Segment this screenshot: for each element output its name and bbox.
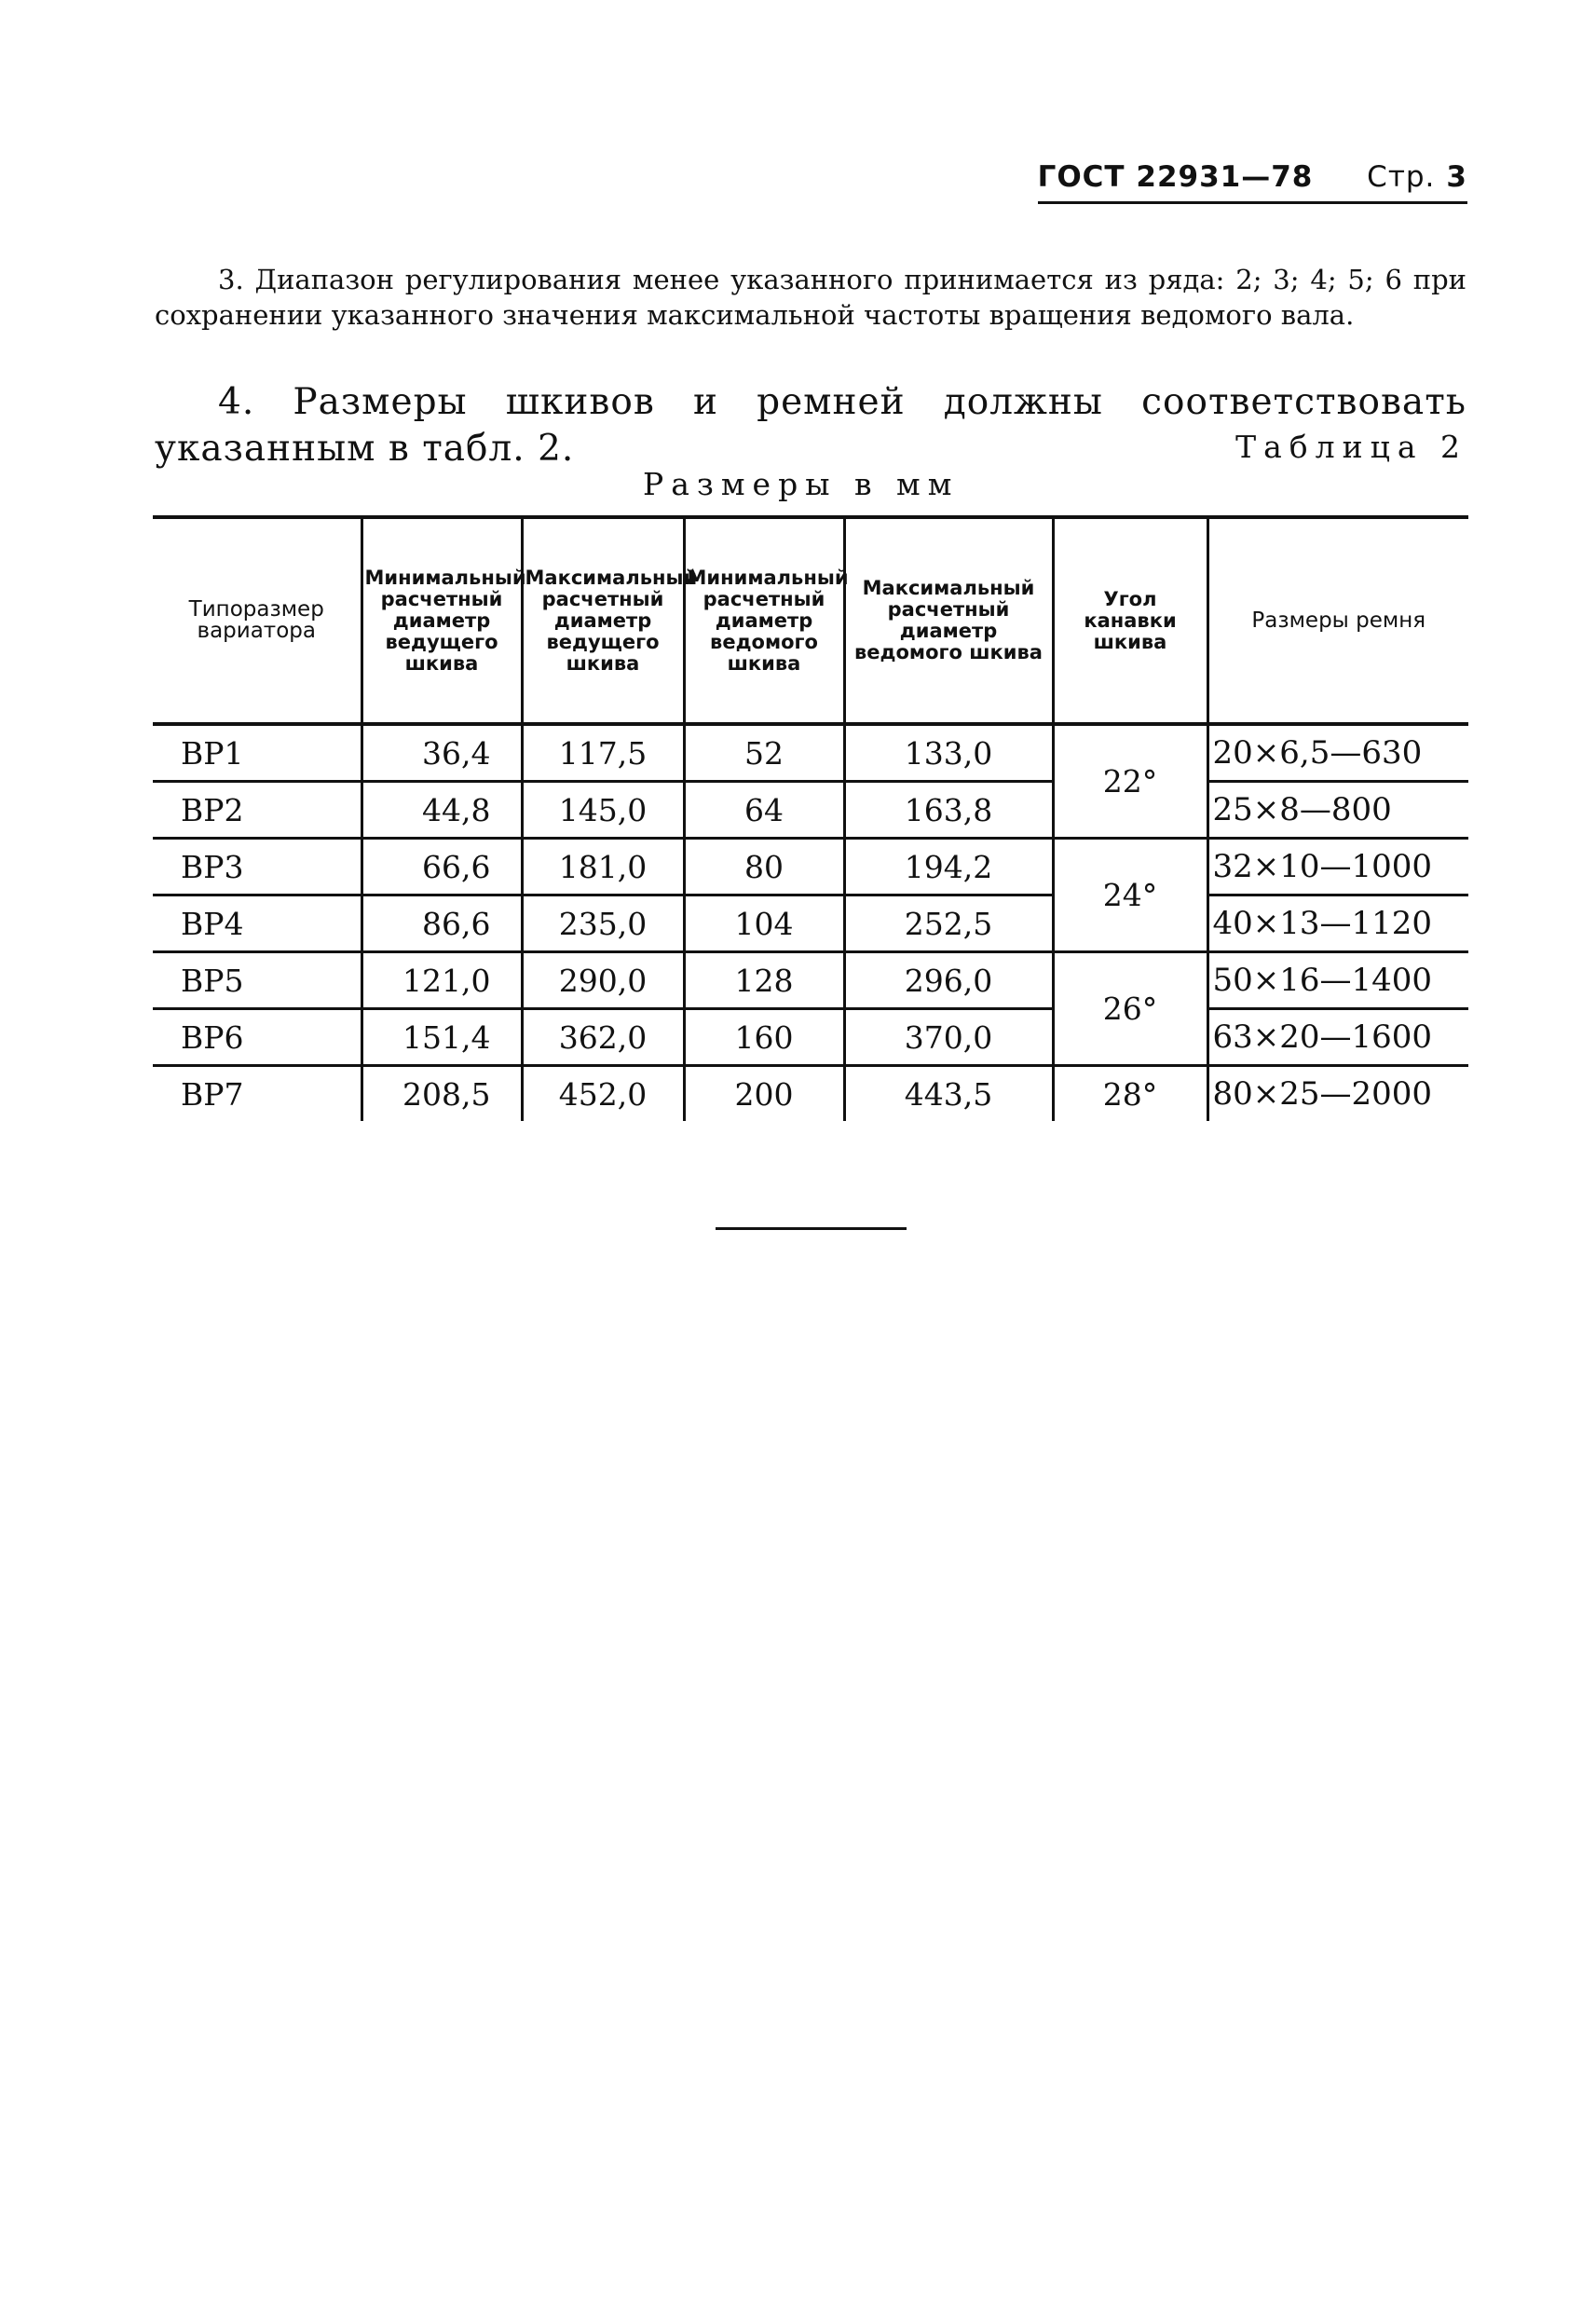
cell-max-driven: 296,0 [844, 952, 1053, 1009]
cell-type: ВР5 [153, 952, 361, 1009]
col-header-min-lead: Минимальный расчетный диаметр ведущего шкива [361, 517, 522, 724]
cell-max-driven: 252,5 [844, 895, 1053, 952]
cell-belt: 80×25—2000 [1207, 1066, 1468, 1122]
cell-max-lead: 362,0 [522, 1009, 684, 1066]
end-rule [716, 1227, 907, 1230]
cell-belt: 32×10—1000 [1207, 839, 1468, 895]
col-header-min-driven: Минимальный расчетный диаметр ведомого шкива [684, 517, 844, 724]
cell-max-lead: 235,0 [522, 895, 684, 952]
table-row [153, 952, 1468, 1009]
cell-max-lead: 181,0 [522, 839, 684, 895]
cell-min-lead: 36,4 [361, 724, 522, 782]
cell-type: ВР2 [153, 782, 361, 839]
cell-max-driven: 133,0 [844, 724, 1053, 782]
table-row [153, 724, 1468, 782]
cell-angle: 28° [1053, 1066, 1207, 1122]
cell-min-lead: 208,5 [361, 1066, 522, 1122]
cell-max-lead: 145,0 [522, 782, 684, 839]
col-header-max-driven: Максимальный расчетный диаметр ведомого шкива [844, 517, 1053, 724]
page-number: 3 [1446, 160, 1467, 194]
cell-belt: 50×16—1400 [1207, 952, 1468, 1009]
cell-min-driven: 52 [684, 724, 844, 782]
standard-number: ГОСТ 22931—78 [1037, 160, 1314, 194]
table-row [153, 1066, 1468, 1122]
table-row [153, 782, 1468, 839]
cell-angle: 22° [1053, 724, 1207, 839]
table-row [153, 1009, 1468, 1066]
cell-type: ВР7 [181, 1075, 244, 1113]
cell-min-driven: 200 [684, 1066, 844, 1122]
cell-angle: 24° [1053, 839, 1207, 952]
table-header-row [153, 517, 1468, 724]
col-header-angle: Угол канавки шкива [1053, 517, 1207, 724]
col-header-max-lead: Максимальный расчетный диаметр ведущего шкива [522, 517, 684, 724]
table-row [153, 839, 1468, 895]
cell-min-lead: 151,4 [361, 1009, 522, 1066]
cell-max-driven: 443,5 [844, 1066, 1053, 1122]
cell-min-driven: 128 [684, 952, 844, 1009]
cell-min-driven: 80 [684, 839, 844, 895]
cell-max-lead: 452,0 [522, 1066, 684, 1122]
cell-belt: 40×13—1120 [1207, 895, 1468, 952]
units-caption: Размеры в мм [643, 466, 960, 502]
cell-min-driven: 104 [684, 895, 844, 952]
cell-max-lead: 290,0 [522, 952, 684, 1009]
cell-min-lead: 86,6 [361, 895, 522, 952]
cell-min-driven: 64 [684, 782, 844, 839]
col-header-belt: Размеры ремня [1207, 517, 1468, 724]
cell-min-driven: 160 [684, 1009, 844, 1066]
cell-belt: 20×6,5—630 [1207, 724, 1468, 782]
paragraph-4: 4. Размеры шкивов и ремней должны соответствовать указанным в табл. 2. [155, 381, 1466, 470]
cell-min-lead: 121,0 [361, 952, 522, 1009]
col-header-type: Типоразмер вариатора [188, 597, 324, 643]
cell-type: ВР6 [153, 1009, 361, 1066]
cell-type: ВР1 [153, 724, 361, 782]
cell-type: ВР3 [153, 839, 361, 895]
cell-angle: 26° [1053, 952, 1207, 1066]
cell-max-lead: 117,5 [522, 724, 684, 782]
cell-max-driven: 194,2 [844, 839, 1053, 895]
table-label: Таблица 2 [1235, 429, 1467, 465]
cell-min-lead: 66,6 [361, 839, 522, 895]
cell-min-lead: 44,8 [361, 782, 522, 839]
cell-type: ВР4 [153, 895, 361, 952]
cell-belt: 63×20—1600 [1207, 1009, 1468, 1066]
pulley-belt-table [153, 515, 1468, 1121]
table-row [153, 895, 1468, 952]
cell-belt: 25×8—800 [1207, 782, 1468, 839]
paragraph-3: 3. Диапазон регулирования менее указанного принимается из ряда: 2; 3; 4; 5; 6 при сохранении указанного значения максимальной частоты вращения ведомого вала. [155, 264, 1466, 331]
page-label: Стр. [1367, 160, 1436, 194]
cell-max-driven: 163,8 [844, 782, 1053, 839]
cell-max-driven: 370,0 [844, 1009, 1053, 1066]
document-header [1038, 160, 1467, 204]
page-indicator [1367, 160, 1467, 194]
